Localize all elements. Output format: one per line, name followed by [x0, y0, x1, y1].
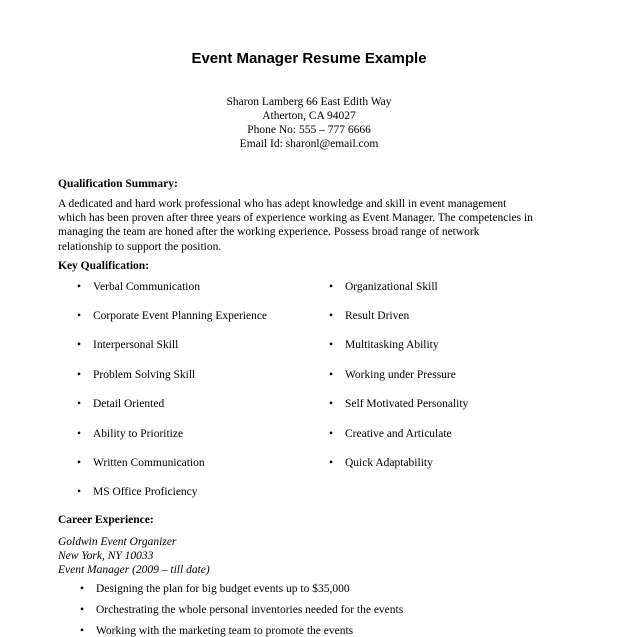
contact-block: [0, 95, 618, 151]
contact-city: Atherton, CA 94027: [262, 110, 356, 122]
bullet-icon: •: [329, 457, 334, 469]
summary-line: managing the team are honed after the working experience. Possess broad range of network: [58, 226, 480, 239]
duty-item: [80, 604, 403, 616]
duty-item: [80, 625, 353, 637]
bullet-icon: •: [329, 339, 334, 351]
career-experience-heading: Career Experience:: [58, 514, 154, 526]
qualification-item: [77, 486, 198, 498]
duty-label: Working with the marketing team to promote the events: [96, 625, 354, 637]
bullet-icon: •: [329, 428, 334, 440]
qualification-item: [77, 428, 183, 440]
qualification-label: Result Driven: [345, 310, 410, 322]
qualification-item: [77, 339, 178, 351]
duty-label: Orchestrating the whole personal inventories needed for the events: [96, 604, 404, 616]
key-qualification-heading: Key Qualification:: [58, 260, 150, 272]
qualification-item: [77, 310, 267, 322]
qualification-item: [329, 428, 452, 440]
qualification-label: Quick Adaptability: [345, 457, 433, 469]
bullet-icon: •: [77, 428, 82, 440]
bullet-icon: •: [329, 310, 334, 322]
bullet-icon: •: [77, 398, 82, 410]
qualification-summary-heading: Qualification Summary:: [58, 178, 178, 190]
summary-line: which has been proven after three years of experience working as Event Manager. The competencies in: [58, 212, 533, 225]
qualification-label: Creative and Articulate: [345, 428, 452, 440]
qualification-summary-text: [58, 197, 568, 254]
qualification-label: Verbal Communication: [93, 281, 200, 293]
qualification-label: Self Motivated Personality: [345, 398, 469, 410]
summary-line: A dedicated and hard work professional who has adept knowledge and skill in event management: [58, 198, 507, 210]
qualification-label: Organizational Skill: [345, 281, 438, 293]
bullet-icon: •: [329, 369, 334, 381]
qualification-label: Detail Oriented: [93, 398, 165, 410]
qualification-label: Problem Solving Skill: [93, 369, 196, 381]
bullet-icon: •: [77, 369, 82, 381]
bullet-icon: •: [329, 281, 334, 293]
qualification-label: Interpersonal Skill: [93, 339, 179, 351]
qualification-item: [77, 281, 200, 293]
qualification-item: [329, 457, 433, 469]
contact-name-address: Sharon Lamberg 66 East Edith Way: [226, 96, 392, 108]
qualification-label: Written Communication: [93, 457, 205, 469]
summary-line: relationship to support the position.: [58, 240, 222, 253]
qualification-label: Working under Pressure: [345, 369, 456, 381]
bullet-icon: •: [80, 583, 85, 595]
job-role: Event Manager (2009 – till date): [58, 564, 210, 576]
employer-block: [58, 535, 210, 577]
page-title: Event Manager Resume Example: [191, 50, 427, 67]
bullet-icon: •: [329, 398, 334, 410]
bullet-icon: •: [77, 486, 82, 498]
qualification-item: [329, 398, 468, 410]
bullet-icon: •: [77, 457, 82, 469]
duty-label: Designing the plan for big budget events up to $35,000: [96, 583, 350, 595]
qualification-item: [329, 369, 456, 381]
qualification-label: MS Office Proficiency: [93, 486, 198, 498]
qualification-label: Corporate Event Planning Experience: [93, 310, 268, 322]
qualification-item: [329, 310, 409, 322]
employer-name: Goldwin Event Organizer: [58, 536, 177, 548]
employer-location: New York, NY 10033: [58, 550, 154, 562]
bullet-icon: •: [77, 339, 82, 351]
bullet-icon: •: [80, 604, 85, 616]
qualification-item: [77, 457, 205, 469]
contact-phone: Phone No: 555 – 777 6666: [247, 124, 371, 136]
qualification-item: [77, 369, 195, 381]
bullet-icon: •: [77, 310, 82, 322]
qualification-item: [329, 339, 439, 351]
contact-email: Email Id: sharonl@email.com: [239, 138, 379, 150]
bullet-icon: •: [77, 281, 82, 293]
bullet-icon: •: [80, 625, 85, 637]
qualification-item: [77, 398, 164, 410]
duty-item: [80, 583, 350, 595]
qualification-label: Multitasking Ability: [345, 339, 439, 351]
qualification-label: Ability to Prioritize: [93, 428, 184, 440]
qualification-item: [329, 281, 438, 293]
